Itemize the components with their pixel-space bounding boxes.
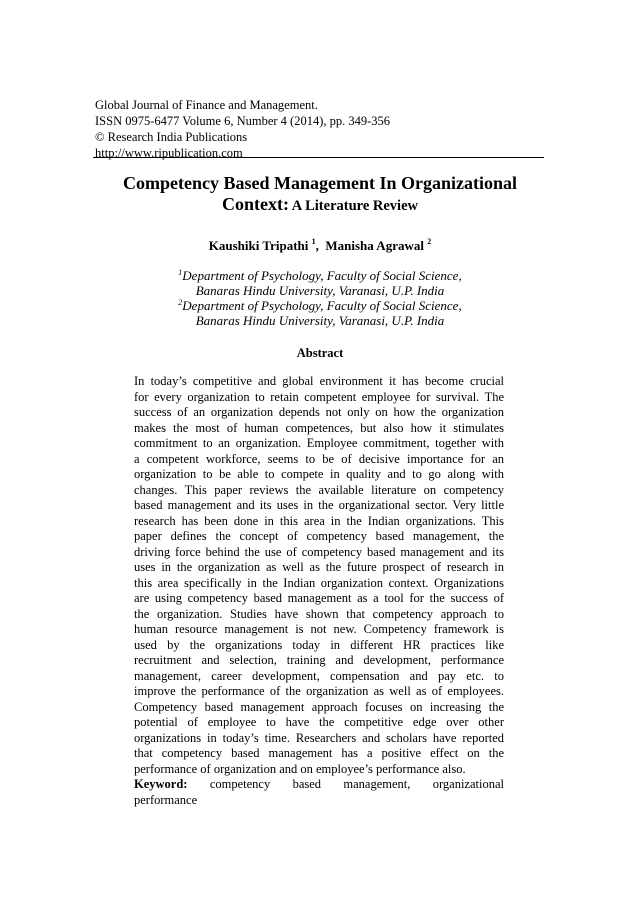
journal-name: Global Journal of Finance and Management. <box>95 98 318 112</box>
journal-publisher: © Research India Publications <box>95 130 248 144</box>
affiliation-superscript: 1 <box>178 268 183 277</box>
affiliation-superscript: 2 <box>178 298 183 307</box>
abstract-line: recruitment and selection, training and development, performance <box>134 653 504 667</box>
abstract-line: organizations in today’s time. Researchers and scholars have reported <box>134 730 504 745</box>
abstract-line: In today’s competitive and global environment it has become crucial <box>134 374 504 388</box>
abstract-line: success of an organization depends not only on how the organization <box>134 405 504 419</box>
abstract-line: management, career development, compensation and pay etc. to <box>134 668 504 683</box>
author-superscript: 1 <box>311 237 316 246</box>
author-superscript: 2 <box>427 237 432 246</box>
abstract-line: a competent workforce, seems to be of decisive importance for an <box>134 451 504 466</box>
affiliations <box>100 268 540 328</box>
abstract-line: changes. This paper reviews the available literature on competency <box>134 482 504 497</box>
title-line-2-sub: A Literature Review <box>288 198 418 214</box>
abstract-line: organization to be able to compete in quality and to go along with <box>134 467 504 481</box>
affiliation-department: Department of Psychology, Faculty of Social Science, <box>182 298 462 313</box>
header-rule <box>93 157 544 158</box>
title-line-1: Competency Based Management In Organizational <box>123 173 517 193</box>
affiliation-line <box>100 268 540 283</box>
title-line-2 <box>100 194 540 217</box>
keyword-label: Keyword: <box>134 777 188 791</box>
affiliation-line <box>100 298 540 313</box>
paper-title <box>100 173 540 217</box>
abstract-heading: Abstract <box>296 346 344 360</box>
abstract-line: for every organization to retain competent employee for survival. The <box>134 389 504 404</box>
abstract-line: research has been done in this area in the Indian organizations. This <box>134 513 504 528</box>
abstract-line: the organization. Studies have shown that competency approach to <box>134 606 504 621</box>
author-name: Kaushiki Tripathi <box>208 238 309 253</box>
author-separator: , <box>315 238 326 253</box>
abstract-line: Competency based management approach focuses on increasing the <box>134 699 504 714</box>
abstract-line: human resource management is not new. Competency framework is <box>134 622 504 636</box>
author-list <box>100 238 540 254</box>
abstract-line: based management and its uses in the organizational sector. Very little <box>134 498 504 512</box>
abstract-line: paper defines the concept of competency based management, the <box>134 529 504 543</box>
keyword-text: competency based management, organizational <box>209 777 505 791</box>
abstract-line: uses in the organization as well as the future prospect of research in <box>134 560 504 574</box>
keyword-line <box>134 777 504 793</box>
journal-url: http://www.ripublication.com <box>95 146 243 160</box>
abstract-line: this area specifically in the Indian organization context. Organizations <box>134 575 504 590</box>
journal-header <box>95 97 545 161</box>
abstract-line: driving force behind the use of competency based management and its <box>134 544 504 559</box>
affiliation-department: Department of Psychology, Faculty of Social Science, <box>182 268 462 283</box>
affiliation-line: Banaras Hindu University, Varanasi, U.P. India <box>195 283 445 298</box>
abstract-line: used by the organizations today in different HR practices like <box>134 637 504 652</box>
abstract-line: performance of organization and on employee’s performance also. <box>134 761 466 776</box>
journal-issn: ISSN 0975-6477 Volume 6, Number 4 (2014), pp. 349-356 <box>95 114 391 128</box>
affiliation-line: Banaras Hindu University, Varanasi, U.P. India <box>195 313 445 328</box>
keyword-continuation: performance <box>134 792 198 807</box>
abstract-line: makes the most of human competences, but also how it stimulates <box>134 420 504 435</box>
abstract-line: that competency based management has a positive effect on the <box>134 746 504 760</box>
abstract-body <box>134 374 504 808</box>
author-name: Manisha Agrawal <box>325 238 424 253</box>
title-line-2-main: Context: <box>222 194 289 214</box>
abstract-line: improve the performance of the organization as well as of employees. <box>134 684 504 698</box>
abstract-line: are using competency based management as a tool for the success of <box>134 591 504 605</box>
abstract-line: potential of employee to have the competitive edge over other <box>134 715 504 729</box>
abstract-line: commitment to an organization. Employee commitment, together with <box>134 436 504 450</box>
